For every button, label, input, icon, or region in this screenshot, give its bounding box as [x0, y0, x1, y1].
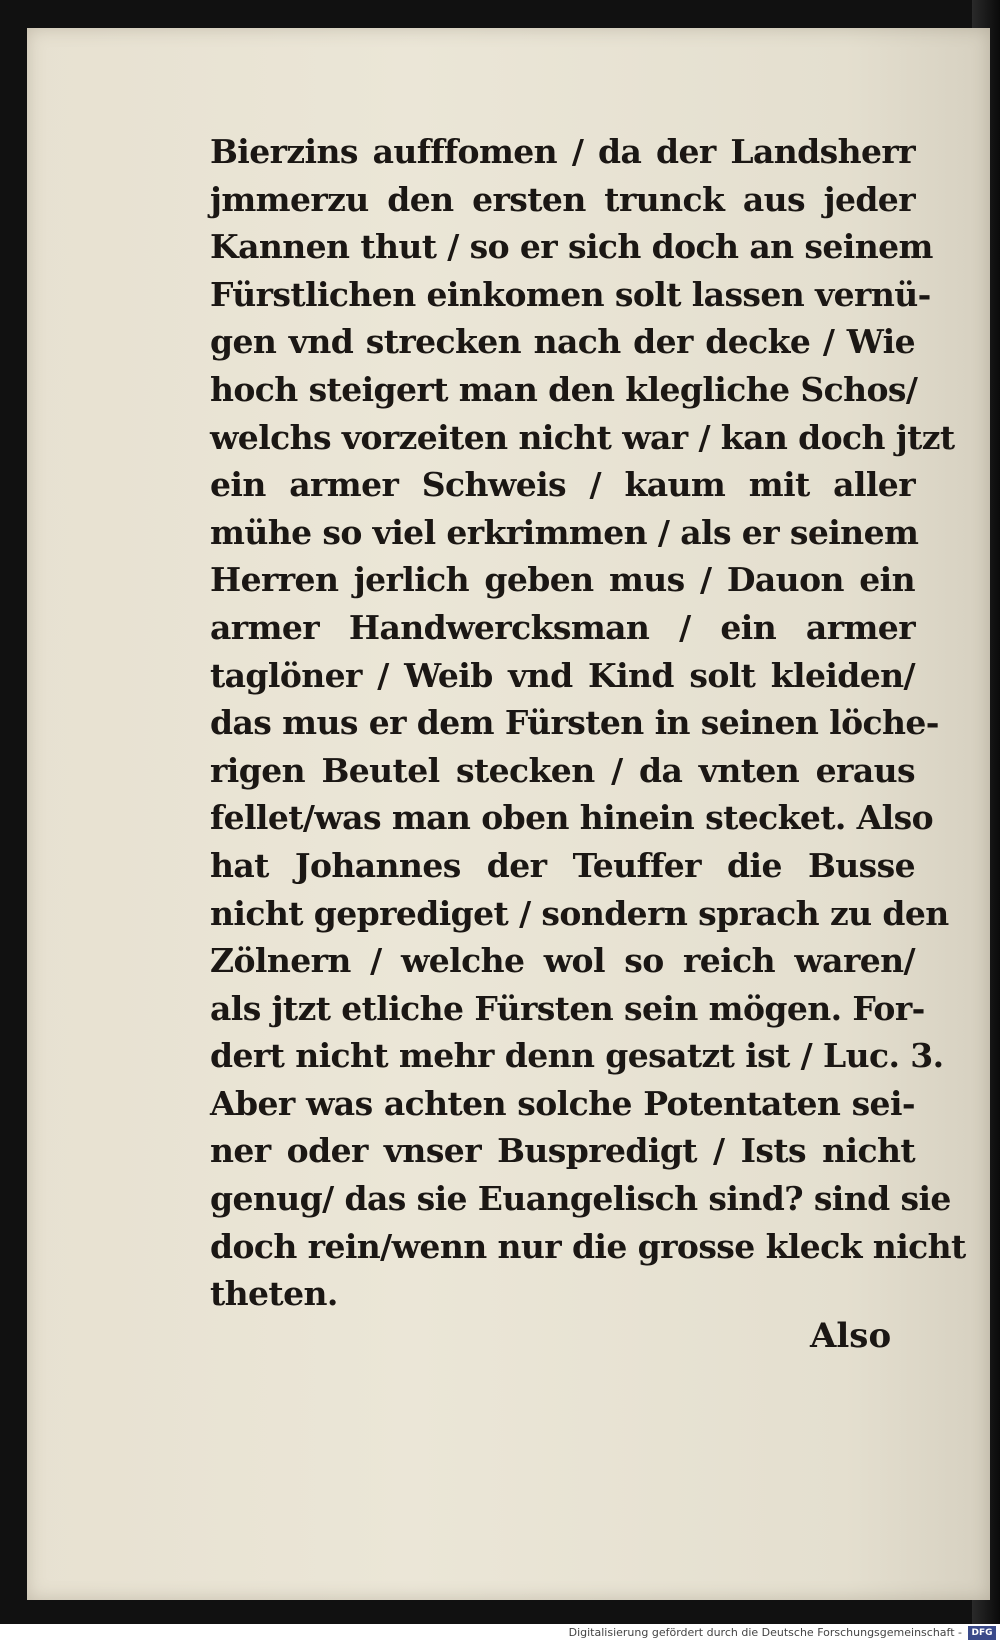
text-line: hoch steigert man den klegliche Schos/ — [210, 369, 918, 409]
text-line: armer Handwercksman / ein armer — [210, 607, 915, 647]
text-line: Zölnern / welche wol so reich waren/ — [210, 941, 915, 981]
text-line: Fürstlichen einkomen solt lassen vernü- — [210, 274, 931, 314]
text-line: theten. — [210, 1274, 338, 1314]
text-line: welchs vorzeiten nicht war / kan doch jtzt — [210, 417, 955, 457]
text-line: hat Johannes der Teuffer die Busse — [210, 845, 915, 885]
text-line: Bierzins aufffomen / da der Landsherr — [210, 132, 915, 171]
text-line: das mus er dem Fürsten in seinen löche- — [210, 703, 939, 743]
text-line: als jtzt etliche Fürsten sein mögen. For- — [210, 988, 925, 1028]
text-line: Aber was achten solche Potentaten sei- — [210, 1083, 915, 1123]
text-line: doch rein/wenn nur die grosse kleck nicht — [210, 1226, 966, 1266]
text-line: taglöner / Weib vnd Kind solt kleiden/ — [210, 655, 915, 695]
text-line: Kannen thut / so er sich doch an seinem — [210, 227, 933, 267]
text-line: Herren jerlich geben mus / Dauon ein — [210, 560, 915, 600]
catchword: Also — [810, 1316, 892, 1356]
text-line: mühe so viel erkrimmen / als er seinem — [210, 512, 919, 552]
dfg-logo: DFG — [968, 1626, 996, 1640]
text-line: ner oder vnser Buspredigt / Ists nicht — [210, 1131, 915, 1171]
page-text — [210, 128, 966, 1318]
text-line: nicht geprediget / sondern sprach zu den — [210, 893, 949, 933]
funding-credit: Digitalisierung gefördert durch die Deutsche Forschungsgemeinschaft - — [568, 1626, 962, 1639]
text-line: dert nicht mehr denn gesatzt ist / Luc. 3. — [210, 1036, 944, 1076]
text-line: genug/ das sie Euangelisch sind? sind sie — [210, 1179, 951, 1219]
text-line: ein armer Schweis / kaum mit aller — [210, 465, 915, 505]
text-line: fellet/was man oben hinein stecket. Also — [210, 798, 934, 838]
text-line: gen vnd strecken nach der decke / Wie — [210, 322, 915, 362]
text-line: jmmerzu den ersten trunck aus jeder — [210, 179, 915, 219]
text-line: rigen Beutel stecken / da vnten eraus — [210, 750, 915, 790]
